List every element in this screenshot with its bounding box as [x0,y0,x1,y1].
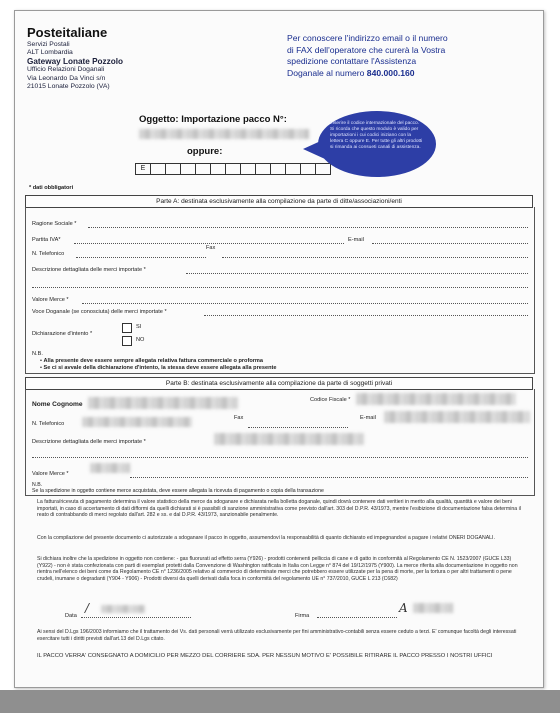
dichiarazione-label: Dichiarazione d'intento * [32,331,93,337]
legal-paragraph: Si dichiara inoltre che la spedizione in oggetto non contiene: - gas fluorurati ad effetto serra (Y926) - prodotti contenenti pelliccia di cane e di gatto in conformità al Regolamento CE N. 1523/2007 (GUCE L33) (Y922) - non è stata confezionata con parti di esemplari protetti dalla Convenzione di Washington ratificata in Italia con Legge n° 874 del 19/12/1975 (Y900). La merce riferita alla documentazione in oggetto non rientra nell'elenco dei beni come da Regolamento CE n° 1236/2005 relativo al commercio di determinate merci che potrebbero essere utilizzate per la pena di morte, per la tortura o per altri trattamenti o pene crudeli, inumane o degradanti (Y904 - Y906) - Prodotti diversi da quelli derivati dalla foca in conformità del regolamento UE n° 737/2010, GUCE L 213 (C682) [37,556,518,582]
si-checkbox[interactable] [122,323,132,333]
redacted-date [101,605,145,613]
no-checkbox[interactable] [122,336,132,346]
codice-label: Codice Fiscale * [310,397,351,403]
email-field[interactable] [372,243,528,244]
legal-paragraph: Con la compilazione del presente documento ci autorizzate a sdoganare il pacco in oggetto, assumendovi la responsabilità di quanto dichiarato ed impegnandovi a pagare i relativi ONERI DOGANALI. [37,535,495,541]
form-sheet [14,10,544,688]
code-box[interactable] [255,163,271,175]
nb-b-label: N.B. [32,482,43,488]
date-scribble: / [85,601,90,615]
partita-label: Partita IVA* [32,237,61,243]
part-b-section [25,389,535,496]
code-box[interactable] [165,163,181,175]
redacted-name [88,397,238,409]
info-line [287,68,448,80]
code-box[interactable] [210,163,226,175]
part-b-title: Parte B: destinata esclusivamente alla compilazione da parte di soggetti privati [25,377,533,390]
bullet-text: Alla presente deve essere sempre allegata relativa fattura commerciale o proforma [43,358,264,365]
redacted-signature [413,603,453,613]
note-bullet: • Alla presente deve essere sempre allegata relativa fattura commerciale o proforma [40,358,264,365]
redacted-phone [82,417,192,427]
si-label: SI [136,324,142,330]
sender-office: Gateway Lonate Pozzolo [27,56,123,66]
telefono-b-label: N. Telefonico [32,421,65,427]
fax-b-field[interactable] [248,427,348,428]
brand-logo: Posteitaliane [27,25,108,40]
code-box[interactable] [195,163,211,175]
part-a-section [25,207,535,374]
sender-line: Servizi Postali [27,41,70,48]
nb-b-text: Se la spedizione in oggetto contiene merce acquistata, deve essere allegata la ricevuta di pagamento o copia della transazione [32,488,324,495]
ragione-field[interactable] [88,227,528,228]
signature-scribble: A [399,601,408,615]
descrizione-b-field[interactable] [32,457,528,458]
code-box[interactable] [300,163,316,175]
no-label: NO [136,337,145,343]
telefono-label: N. Telefonico [32,251,65,257]
redacted-goods [214,433,364,445]
part-a-notes [32,351,522,373]
subject-label: Oggetto: Importazione pacco N°: [139,114,287,125]
redacted-parcel-number [139,129,309,139]
help-bubble: Inserire il codice internazionale del pacco. Si ricorda che questo modulo è valido per importazioni i cui codici iniziano con la lettera C oppure E. Per tutte gli altri prodotti si rimanda ai consueti canali di assistenza. [318,111,436,177]
ragione-label: Ragione Sociale * [32,221,77,227]
email-b-label: E-mail [360,415,376,421]
sender-line: ALT Lombardia [27,49,73,57]
descrizione-label: Descrizione dettagliata delle merci importate * [32,267,146,273]
assistance-info [287,33,448,79]
valore-b-label: Valore Merce * [32,471,69,477]
data-label: Data [65,613,77,619]
firma-label: Firma [295,613,310,619]
code-box[interactable] [180,163,196,175]
sender-line: 21015 Lonate Pozzolo (VA) [27,83,110,91]
sender-line: Ufficio Relazioni Doganali [27,66,105,74]
redacted-value [90,463,130,473]
code-box[interactable] [150,163,166,175]
sender-line: Via Leonardo Da Vinci s/n [27,74,106,82]
info-prefix: Doganale al numero [287,67,367,78]
nome-label: Nome Cognome [32,401,83,408]
telefono-field[interactable] [76,257,206,258]
part-a-title: Parte A: destinata esclusivamente alla compilazione da parte di ditte/associazioni/enti [25,195,533,208]
code-box[interactable] [270,163,286,175]
voce-field[interactable] [204,315,528,316]
valore-field[interactable] [82,303,528,304]
code-box[interactable] [225,163,241,175]
bullet-text: Se ci si avvale della dichiarazione d'intento, la stessa deve essere allegata alla presente [43,365,277,372]
assistance-phone: 840.000.160 [366,67,415,78]
info-line: spedizione contattare l'Assistenza [287,56,417,67]
fax-b-label: Fax [234,415,244,421]
signature-field[interactable] [317,617,397,618]
descrizione-field-2[interactable] [32,287,528,288]
nb-label: N.B. [32,351,43,357]
privacy-paragraph: Ai sensi del D.Lgs 196/2003 informiamo che il trattamento dei Vs. dati personali verrà utilizzato esclusivamente per fini amministrativo-contabili senza essere ceduto a terzi. E' comunque facoltà degli interessati esercitare tutti i diritti previsti dall'art.13 del D.Lgs citato. [37,629,517,642]
email-label: E-mail [348,237,364,243]
code-box[interactable]: E [135,163,151,175]
redacted-email [384,411,530,423]
oppure-label: oppure: [187,146,223,157]
descrizione-field[interactable] [186,273,528,274]
sender-address [27,41,123,91]
date-field[interactable] [81,617,191,618]
redacted-fiscal-code [356,393,516,405]
voce-label: Voce Doganale (se conosciuta) delle merci importate * [32,309,167,315]
part-b-notes [32,482,528,495]
partita-field[interactable] [74,243,344,244]
required-note: * dati obbligatori [29,185,74,191]
code-box[interactable] [315,163,331,175]
code-box[interactable] [285,163,301,175]
parcel-code-boxes[interactable] [135,163,330,175]
valore-b-field[interactable] [130,477,528,478]
fax-label: Fax [206,245,216,251]
note-bullet: • Se ci si avvale della dichiarazione d'intento, la stessa deve essere allegata alla presente [40,365,277,372]
fax-field[interactable] [222,257,528,258]
legal-paragraph: La fattura/ricevuta di pagamento determina il valore statistico della merce da sdoganare e dichiarata nella bolletta doganale, quindi dovrà contenere dati veritieri in merito alla qualità, quantità e valore dei beni importati, in caso di accertamento di dati difformi da quelli dichiarati si è passibili di sanzione amministrativa come previsto dall'art. 303 del D.P.R. 43/1973, mentre l'esibizione di documentazione falsa determina il reato di contrabbando di merci regolato dall'art. 282 e ss. e dal D.P.R. 43/1973, sanzionabile penalmente. [37,499,521,519]
viewer-bottom-bar [0,690,560,713]
code-box[interactable] [240,163,256,175]
valore-label: Valore Merce * [32,297,69,303]
info-line: Per conoscere l'indirizzo email o il numero [287,33,448,43]
info-line: di FAX dell'operatore che curerà la Vostra [287,44,446,55]
descrizione-b-label: Descrizione dettagliata delle merci importate * [32,439,146,445]
delivery-notice: IL PACCO VERRA' CONSEGNATO A DOMICILIO PER MEZZO DEL CORRIERE SDA. PER NESSUN MOTIVO E' POSSIBILE RITIRARE IL PACCO PRESSO I NOSTRI UFFICI [37,653,493,659]
